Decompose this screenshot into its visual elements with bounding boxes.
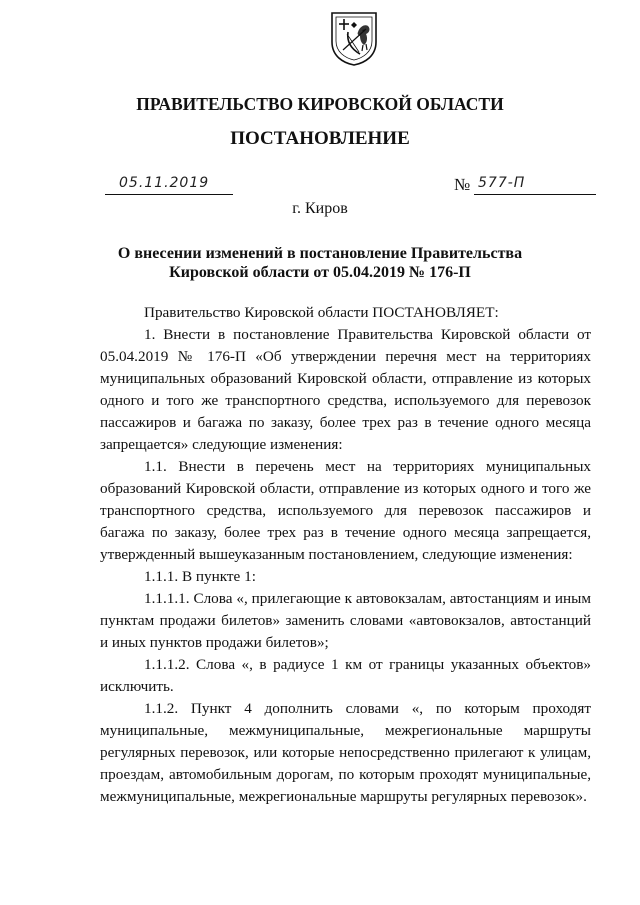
document-body [100, 302, 591, 808]
paragraph: 1.1.1.1. Слова «, прилегающие к автовокзалам, автостанциям и иным пунктам продажи билетов» заменить словами «автовокзалов, автостанций и иных пунктов продажи билетов»; [100, 590, 591, 651]
number-field [474, 174, 596, 195]
document-title [0, 244, 640, 282]
document-number: 577-П [478, 175, 526, 191]
title-line-2: Кировской области от 05.04.2019 № 176-П [169, 264, 471, 281]
date-field [105, 174, 233, 195]
paragraph: 1.1.1.2. Слова «, в радиусе 1 км от границы указанных объектов» исключить. [100, 656, 591, 695]
paragraph: 1.1.2. Пункт 4 дополнить словами «, по которым проходят муниципальные, межмуниципальные, межрегиональные маршруты регулярных перевозок, или которые непосредственно прилегают к улицам, проездам, автомобильным дорогам, по которым проходят муниципальные, межмуниципальные, межрегиональные маршруты регулярных перевозок». [100, 700, 591, 805]
paragraph: 1.1.1. В пункте 1: [144, 568, 256, 585]
title-line-1: О внесении изменений в постановление Правительства [117, 245, 523, 262]
paragraph: Правительство Кировской области ПОСТАНОВЛЯЕТ: [144, 304, 499, 321]
document-type: ПОСТАНОВЛЕНИЕ [230, 128, 410, 149]
paragraph: 1. Внести в постановление Правительства Кировской области от 05.04.2019 № 176-П «Об утверждении перечня мест на территориях муниципальных образований Кировской области, отправление из которых одного и того же транспортного средства, используемого для перевозок пассажиров и багажа по заказу, более трех раз в течение одного месяца запрещается» следующие изменения: [100, 326, 591, 453]
organization-title: ПРАВИТЕЛЬСТВО КИРОВСКОЙ ОБЛАСТИ [136, 94, 504, 114]
number-label: № [454, 175, 471, 194]
city: г. Киров [292, 200, 348, 217]
paragraph: 1.1. Внести в перечень мест на территориях муниципальных образований Кировской области, отправление из которых одного и того же транспортного средства, используемого для перевозок пассажиров и багажа по заказу, более трех раз в течение одного месяца запрещается, утвержденный вышеуказанным постановлением, следующие изменения: [100, 458, 591, 563]
document-date: 05.11.2019 [119, 175, 210, 191]
kirov-coat-of-arms-icon [329, 10, 379, 66]
